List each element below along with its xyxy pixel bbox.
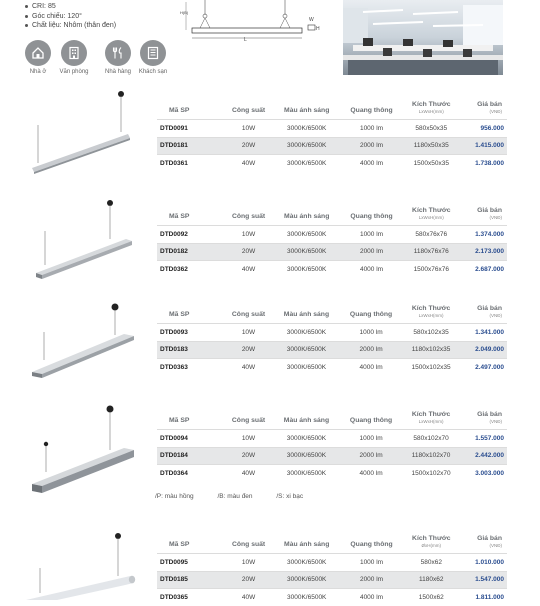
dimension-drawing (180, 0, 330, 45)
spec-table-2 (157, 202, 507, 278)
dimension-h-label: H (316, 26, 320, 32)
table-row: DTD0362 40W 3000K/6500K 4000 lm 1500x76x76 2.687.000 (157, 261, 507, 278)
table-row: DTD0185 20W 3000K/6500K 2000 lm 1180x62 1.547.000 (157, 571, 507, 589)
table-row: DTD0093 10W 3000K/6500K 1000 lm 580x102x35 1.341.000 (157, 324, 507, 342)
col-header-color: Màu ánh sáng (284, 541, 330, 548)
place-label-office: Văn phòng (59, 69, 89, 75)
col-header-size: Kích Thước ØxH(mm) (412, 535, 451, 548)
table-row: DTD0364 40W 3000K/6500K 4000 lm 1500x102x70 3.003.000 (157, 465, 507, 482)
col-header-power: Công suất (231, 107, 266, 114)
col-header-code: Mã SP (169, 417, 190, 424)
col-header-power: Công suất (231, 417, 266, 424)
note-silver: /S: xi bạc (276, 493, 304, 500)
col-header-flux: Quang thông (350, 107, 393, 114)
table-row: DTD0182 20W 3000K/6500K 2000 lm 1180x76x76 2.173.000 (157, 243, 507, 261)
col-header-price: Giá bán (VNĐ) (477, 305, 502, 318)
col-header-power: Công suất (231, 213, 266, 220)
pendant-lamp-slim-image (20, 88, 140, 178)
table-row: DTD0183 20W 3000K/6500K 2000 lm 1180x102x35 2.049.000 (157, 341, 507, 359)
col-header-flux: Quang thông (349, 311, 393, 318)
table-row: DTD0095 10W 3000K/6500K 1000 lm 580x62 1.010.000 (157, 554, 507, 572)
pendant-lamp-wide-image (20, 300, 140, 390)
col-header-code: Mã SP (169, 213, 190, 220)
note-pink: /P: màu hồng (155, 493, 194, 500)
pendant-lamp-deep-image (20, 402, 140, 502)
table-row: DTD0361 40W 3000K/6500K 4000 lm 1500x50x35 1.738.000 (157, 155, 507, 172)
place-label-restaurant: Nhà hàng (104, 69, 132, 75)
note-black: /B: màu đen (217, 493, 253, 500)
col-header-price: Giá bán (VNĐ) (477, 535, 502, 548)
color-suffix-notes (155, 493, 325, 500)
spec-table-1 (157, 96, 507, 172)
pendant-lamp-round-image (20, 528, 140, 600)
hotel-icon (140, 40, 166, 66)
house-icon (25, 40, 51, 66)
table-row: DTD0181 20W 3000K/6500K 2000 lm 1180x50x35 1.415.000 (157, 137, 507, 155)
col-header-size: Kích Thước LxWxH(mm) (412, 101, 451, 114)
col-header-color: Màu ánh sáng (283, 311, 330, 318)
col-header-size: Kích Thước LxWxH(mm) (412, 207, 451, 220)
place-label-home: Nhà ở (29, 69, 47, 75)
spec-table-5 (157, 530, 507, 606)
dimension-l-label: L (244, 37, 247, 43)
col-header-size: Kích Thước LxWxH(mm) (411, 411, 451, 424)
col-header-code: Mã SP (169, 541, 190, 548)
office-icon (61, 40, 87, 66)
spec-cri: CRI: 85 (25, 3, 56, 10)
spec-table-4 (157, 406, 507, 482)
spec-beam-angle: Góc chiếu: 120° (25, 13, 82, 20)
table-row: DTD0094 10W 3000K/6500K 1000 lm 580x102x70 1.557.000 (157, 430, 507, 448)
col-header-size: Kích Thước LxWxH(mm) (411, 305, 451, 318)
col-header-color: Màu ánh sáng (284, 107, 330, 114)
col-header-flux: Quang thông (350, 541, 393, 548)
col-header-price: Giá bán (VNĐ) (477, 101, 502, 114)
table-row: DTD0184 20W 3000K/6500K 2000 lm 1180x102x70 2.442.000 (157, 447, 507, 465)
dimension-height-label: H(B) (180, 10, 189, 15)
spec-material: Chất liệu: Nhôm (thân đen) (25, 22, 116, 29)
col-header-flux: Quang thông (349, 417, 393, 424)
restaurant-icon (105, 40, 131, 66)
col-header-code: Mã SP (169, 311, 190, 318)
col-header-power: Công suất (231, 541, 266, 548)
col-header-power: Công suất (231, 311, 266, 318)
col-header-price: Giá bán (VNĐ) (477, 411, 502, 424)
table-row: DTD0363 40W 3000K/6500K 4000 lm 1500x102x35 2.497.000 (157, 359, 507, 376)
table-row: DTD0091 10W 3000K/6500K 1000 lm 580x50x35 956.000 (157, 120, 507, 138)
table-row: DTD0092 10W 3000K/6500K 1000 lm 580x76x76 1.374.000 (157, 226, 507, 244)
table-row: DTD0365 40W 3000K/6500K 4000 lm 1500x62 1.811.000 (157, 589, 507, 606)
col-header-flux: Quang thông (350, 213, 393, 220)
col-header-color: Màu ánh sáng (283, 417, 330, 424)
dimension-w-label: W (309, 17, 314, 23)
place-label-hotel: Khách sạn (138, 69, 168, 75)
pendant-lamp-square-image (20, 195, 140, 285)
office-photo (343, 0, 503, 75)
spec-table-3 (157, 300, 507, 376)
col-header-code: Mã SP (169, 107, 190, 114)
col-header-price: Giá bán (VNĐ) (477, 207, 502, 220)
col-header-color: Màu ánh sáng (284, 213, 330, 220)
